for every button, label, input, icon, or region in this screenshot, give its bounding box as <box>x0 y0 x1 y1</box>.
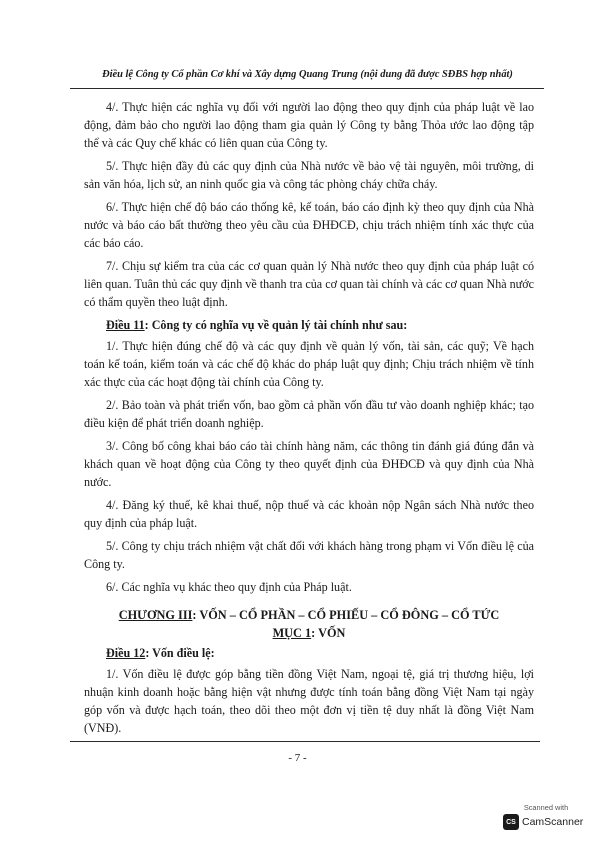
paragraph-art10-7: 7/. Chịu sự kiểm tra của các cơ quan quản lý Nhà nước theo quy định của pháp luật có liên quan. Tuân thủ các quy định về thanh tra của cơ quan tài chính và các cơ quan Nhà nước có thẩm quyền theo luật định. <box>84 259 534 309</box>
scanner-brand-name: CamScanner <box>522 816 584 828</box>
document-body <box>84 98 534 742</box>
paragraph-art11-2: 2/. Bảo toàn và phát triển vốn, bao gồm cả phần vốn đầu tư vào doanh nghiệp khác; tạo điều kiện để phát triển doanh nghiệp. <box>84 398 534 430</box>
article-11-title: : Công ty có nghĩa vụ về quản lý tài chính như sau: <box>144 318 408 332</box>
chapter-label: CHƯƠNG III <box>118 608 193 622</box>
article-11-label: Điều 11 <box>106 318 145 332</box>
scanner-caption: Scanned with <box>523 803 569 812</box>
header-divider <box>70 88 544 89</box>
document-header: Điều lệ Công ty Cổ phần Cơ khí và Xây dựng Quang Trung (nội dung đã được SĐBS hợp nhất) <box>102 69 513 80</box>
article-12-label: Điều 12 <box>106 646 146 660</box>
section-heading <box>84 624 534 642</box>
paragraph-art10-5: 5/. Thực hiện đầy đủ các quy định của Nhà nước về bảo vệ tài nguyên, môi trường, di sản văn hóa, lịch sử, an ninh quốc gia và công tác phòng cháy chữa cháy. <box>84 159 534 191</box>
paragraph-art11-5: 5/. Công ty chịu trách nhiệm vật chất đối với khách hàng trong phạm vi Vốn điều lệ của Công ty. <box>84 539 534 571</box>
section-label: MỤC 1 <box>272 626 312 640</box>
footer-divider <box>70 741 540 742</box>
paragraph-art11-4: 4/. Đăng ký thuế, kê khai thuế, nộp thuế và các khoản nộp Ngân sách Nhà nước theo quy định của pháp luật. <box>84 498 534 530</box>
camscanner-logo-icon: CS <box>503 814 519 830</box>
paragraph-art11-6: 6/. Các nghĩa vụ khác theo quy định của Pháp luật. <box>106 580 352 594</box>
chapter-title: : VỐN – CỔ PHẦN – CỔ PHIẾU – CỔ ĐÔNG – CỔ TỨC <box>192 608 500 622</box>
paragraph-art10-4: 4/. Thực hiện các nghĩa vụ đối với người lao động theo quy định của pháp luật về lao động, đảm bảo cho người lao động tham gia quản lý Công ty bằng Thỏa ước lao động tập thể và các Quy chế khác có liên quan của Công ty. <box>84 100 534 150</box>
article-11-heading <box>84 316 534 334</box>
camscanner-badge <box>503 803 589 835</box>
paragraph-art11-3: 3/. Công bố công khai báo cáo tài chính hàng năm, các thông tin đánh giá đúng đắn và khách quan về hoạt động của Công ty theo quyết định của ĐHĐCĐ và quy định của Nhà nước. <box>84 439 534 489</box>
article-12-title: : Vốn điều lệ: <box>145 646 215 660</box>
chapter-heading <box>84 606 534 624</box>
page-number: - 7 - <box>288 752 307 764</box>
section-title: : VỐN <box>311 626 346 640</box>
paragraph-art12-1: 1/. Vốn điều lệ được góp bằng tiền đồng Việt Nam, ngoại tệ, giá trị thương hiệu, lợi nhuận kinh doanh hoặc bằng hiện vật nhưng được tính toán bằng đồng Việt Nam tại ngày góp vốn và được hạch toán, theo dõi theo một đơn vị tiền tệ duy nhất là đồng Việt Nam (VNĐ). <box>84 667 534 735</box>
paragraph-art10-6: 6/. Thực hiện chế độ báo cáo thống kê, kế toán, báo cáo định kỳ theo quy định của Nhà nước và báo cáo bất thường theo yêu cầu của ĐHĐCĐ, chịu trách nhiệm tính xác thực của các báo cáo. <box>84 200 534 250</box>
article-12-heading <box>84 644 534 662</box>
paragraph-art11-1: 1/. Thực hiện đúng chế độ và các quy định về quản lý vốn, tài sản, các quỹ; Về hạch toán kế toán, kiểm toán và các chế độ khác do pháp luật quy định; Chịu trách nhiệm về tính xác thực của các hoạt động tài chính của Công ty. <box>84 339 534 389</box>
scanner-brand-row <box>503 814 589 830</box>
